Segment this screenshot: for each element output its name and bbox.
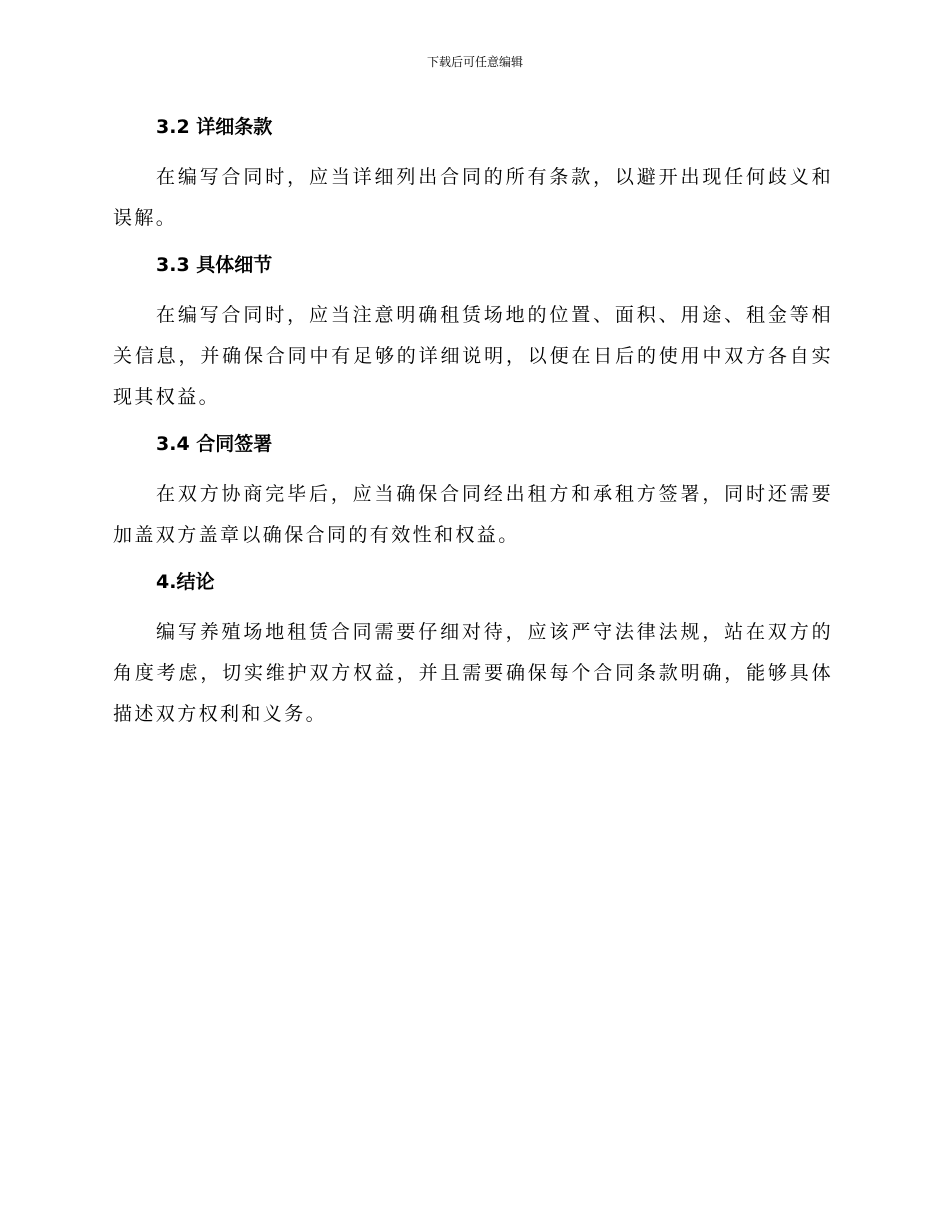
page-header: 下载后可任意编辑 — [426, 55, 523, 69]
section-heading: 4.结论 — [156, 571, 215, 593]
section-4 — [113, 568, 833, 735]
section-paragraph: 在编写合同时，应当详细列出合同的所有条款，以避开出现任何歧义和误解。 — [113, 166, 833, 229]
section-paragraph: 编写养殖场地租赁合同需要仔细对待，应该严守法律法规，站在双方的角度考虑，切实维护双方权益，并且需要确保每个合同条款明确，能够具体描述双方权利和义务。 — [113, 621, 833, 725]
section-heading: 3.3 具体细节 — [156, 254, 273, 276]
section-paragraph: 在编写合同时，应当注意明确租赁场地的位置、面积、用途、租金等相关信息，并确保合同中有足够的详细说明，以便在日后的使用中双方各自实现其权益。 — [113, 304, 833, 408]
section-paragraph: 在双方协商完毕后，应当确保合同经出租方和承租方签署，同时还需要加盖双方盖章以确保合同的有效性和权益。 — [113, 483, 833, 546]
section-heading: 3.2 详细条款 — [156, 116, 273, 138]
section-3-4 — [113, 430, 833, 556]
section-3-3 — [113, 251, 833, 418]
document-body — [113, 113, 833, 735]
section-heading: 3.4 合同签署 — [156, 433, 273, 455]
section-3-2 — [113, 113, 833, 239]
